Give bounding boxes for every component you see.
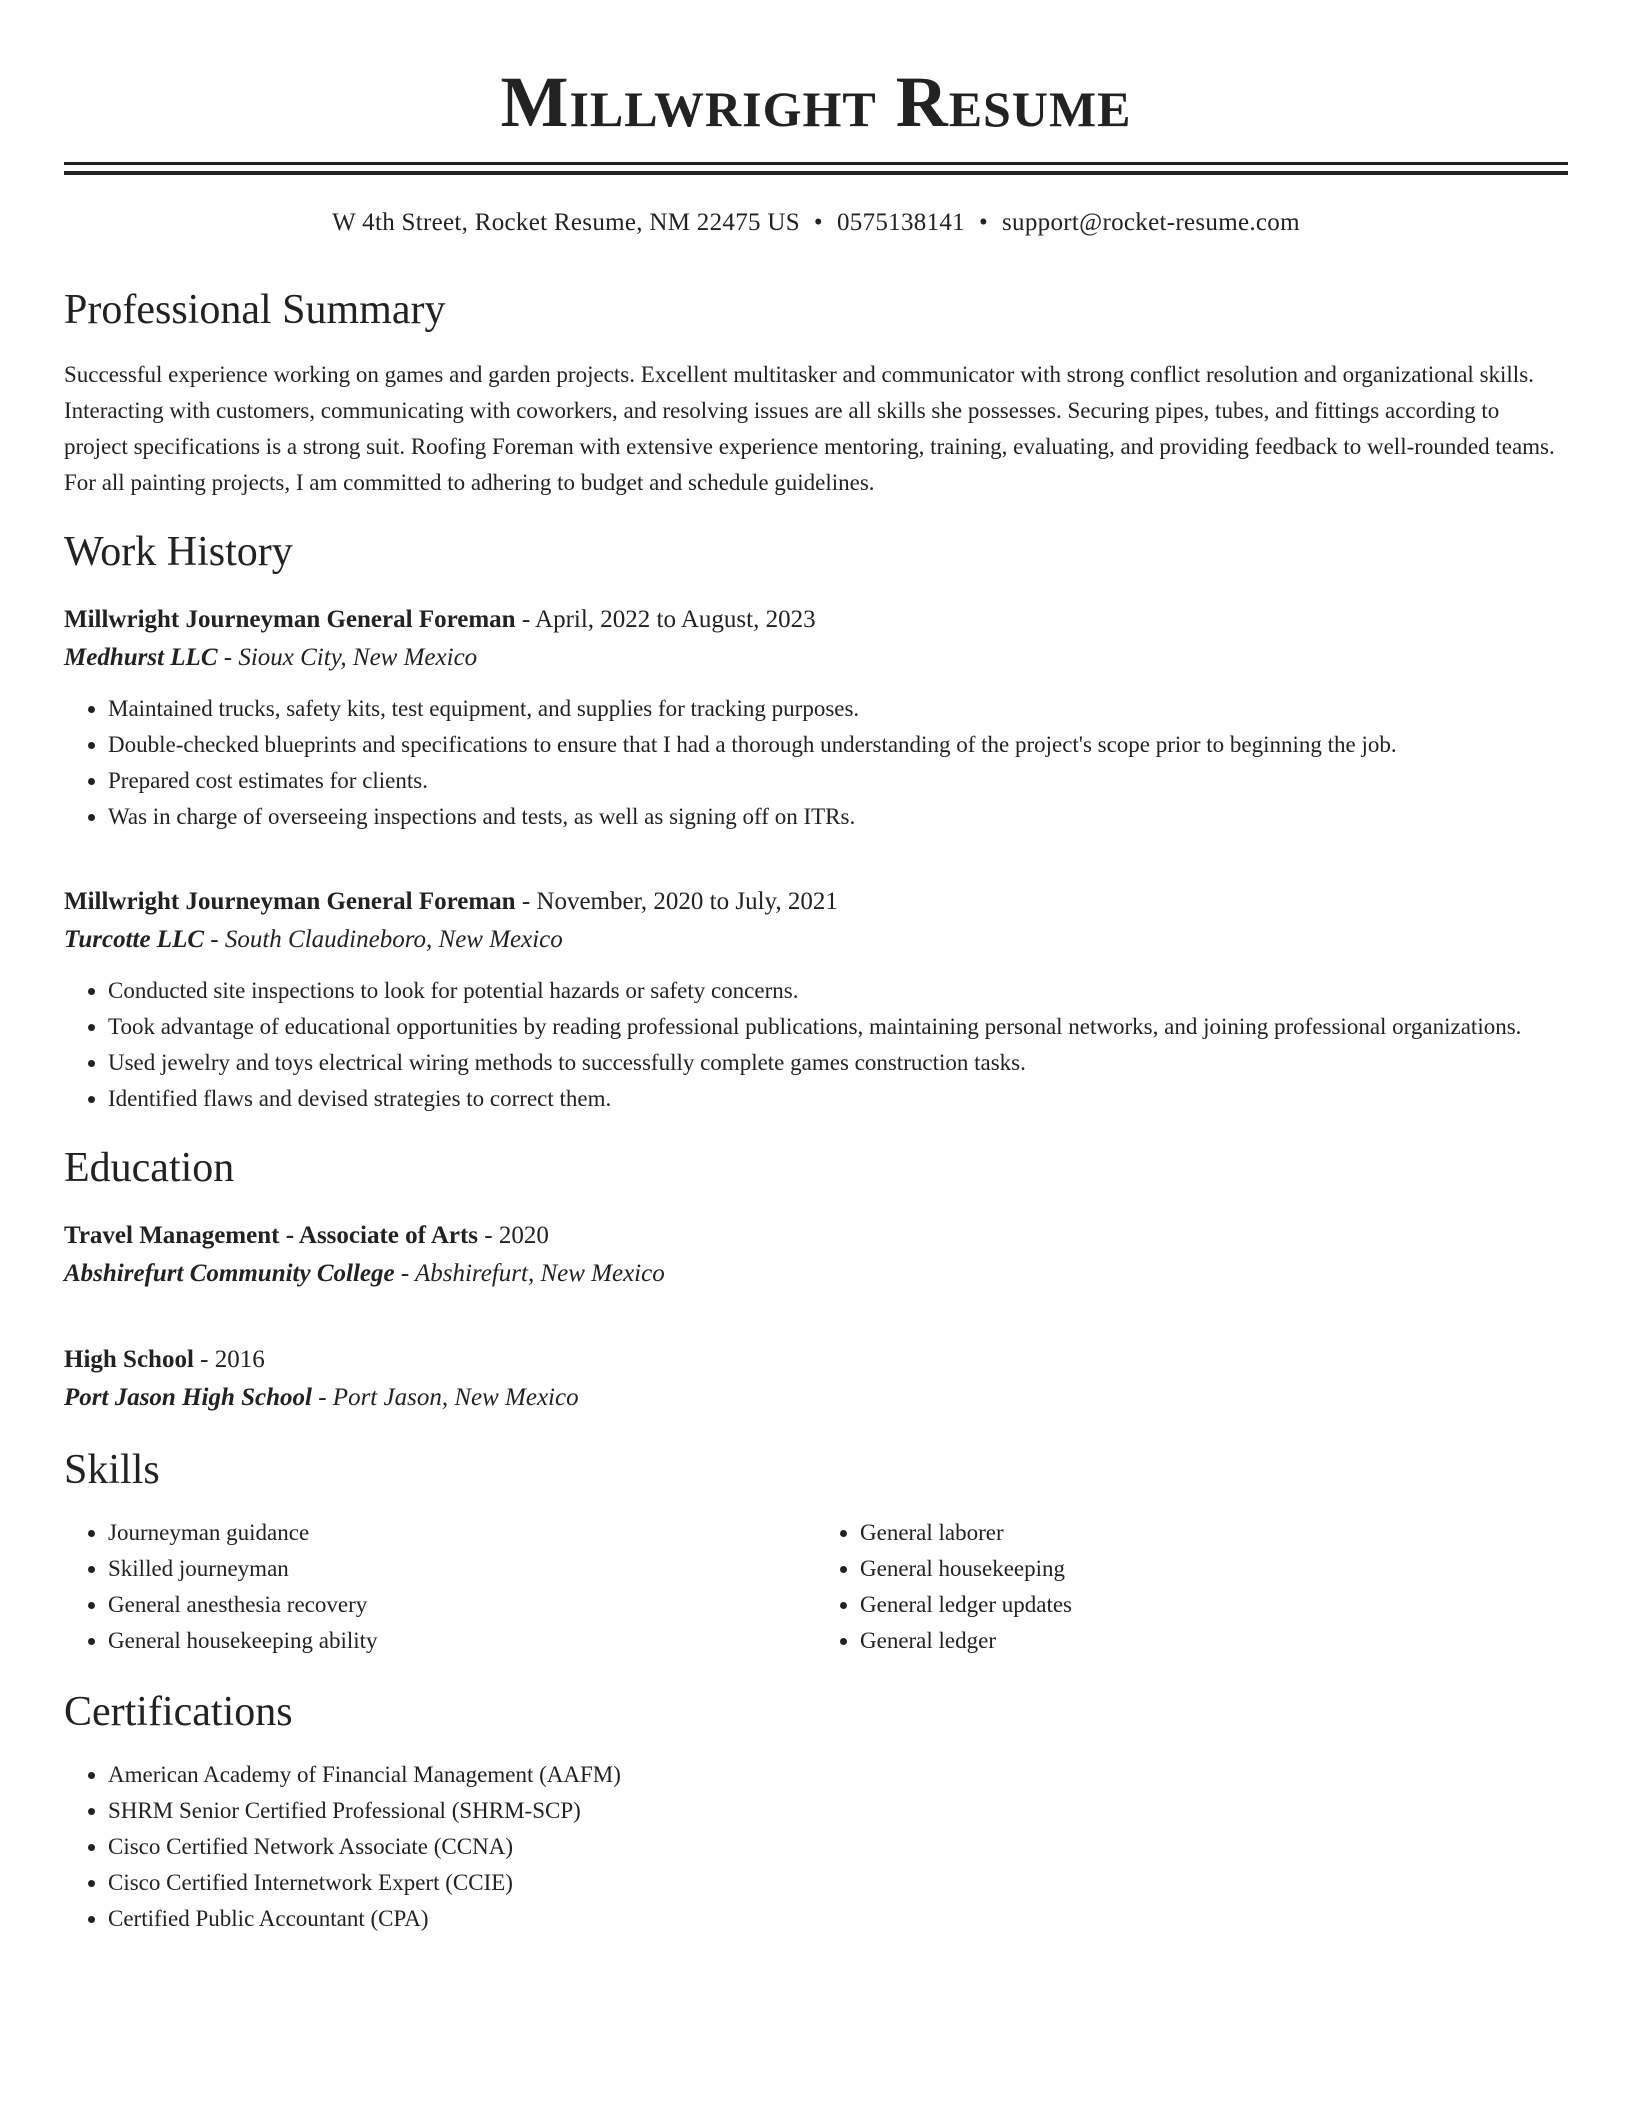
job-company: Turcotte LLC <box>64 926 205 953</box>
degree: High School <box>64 1346 194 1373</box>
list-item: • Conducted site inspections to look for potential hazards or safety concerns. <box>108 973 1568 1009</box>
list-item: • Cisco Certified Internetwork Expert (CCIE) <box>108 1865 1568 1901</box>
list-item: • Certified Public Accountant (CPA) <box>108 1901 1568 1937</box>
list-item: • Used jewelry and toys electrical wiring methods to successfully complete games construction tasks. <box>108 1045 1568 1081</box>
resume-title: Millwright Resume <box>500 62 1132 142</box>
contact-separator: • <box>978 209 989 236</box>
school-line <box>64 1255 1568 1293</box>
job-duties-list <box>64 691 1568 835</box>
list-item: • Took advantage of educational opportunities by reading professional publications, maintaining personal networks, and joining professional organizations. <box>108 1009 1568 1045</box>
list-item: • Cisco Certified Network Associate (CCNA) <box>108 1829 1568 1865</box>
certifications-heading: Certifications <box>64 1689 293 1735</box>
job-dates: - April, 2022 to August, 2023 <box>515 606 816 633</box>
school-line <box>64 1379 1568 1417</box>
contact-separator: • <box>813 209 823 236</box>
list-item: • American Academy of Financial Management (AAFM) <box>108 1757 1568 1793</box>
degree: Travel Management - Associate of Arts <box>64 1222 479 1249</box>
list-item: • General laborer <box>860 1515 1568 1551</box>
contact-email: support@rocket-resume.com <box>1002 209 1300 236</box>
school-location: - Port Jason, New Mexico <box>311 1384 579 1411</box>
work-history-heading: Work History <box>64 529 293 575</box>
school-location: - Abshirefurt, New Mexico <box>394 1260 665 1287</box>
education-entry <box>64 1341 1568 1417</box>
work-entry <box>64 883 1568 1117</box>
degree-year: - 2016 <box>193 1346 265 1373</box>
job-duties-list <box>64 973 1568 1117</box>
list-item: • SHRM Senior Certified Professional (SHRM-SCP) <box>108 1793 1568 1829</box>
contact-line <box>64 209 1568 237</box>
degree-year: - 2020 <box>478 1222 549 1249</box>
job-title-line <box>64 883 1568 921</box>
title-divider-bottom <box>64 171 1568 175</box>
job-title: Millwright Journeyman General Foreman <box>64 888 516 915</box>
education-entry <box>64 1217 1568 1293</box>
list-item: • Maintained trucks, safety kits, test equipment, and supplies for tracking purposes. <box>108 691 1568 727</box>
work-entry <box>64 601 1568 835</box>
list-item: • Skilled journeyman <box>108 1551 816 1587</box>
degree-line <box>64 1217 1568 1255</box>
job-company-line <box>64 921 1568 959</box>
contact-address: W 4th Street, Rocket Resume, NM 22475 US <box>332 209 800 236</box>
job-title-line <box>64 601 1568 639</box>
summary-text: Successful experience working on games and garden projects. Excellent multitasker and communicator with strong conflict resolution and organizational skills. Interacting with customers, communicating with coworkers, and resolving issues are all skills she possesses. Securing pipes, tubes, and fittings according to project specifications is a strong suit. Roofing Foreman with extensive experience mentoring, training, evaluating, and providing feedback to well-rounded teams. For all painting projects, I am committed to adhering to budget and schedule guidelines. <box>64 362 1555 495</box>
job-company-line <box>64 639 1568 677</box>
list-item: • General anesthesia recovery <box>108 1587 816 1623</box>
list-item: • Double-checked blueprints and specifications to ensure that I had a thorough understanding of the project's scope prior to beginning the job. <box>108 727 1568 763</box>
skills-list-left <box>64 1515 816 1659</box>
title-divider-top <box>64 162 1568 165</box>
list-item: • Was in charge of overseeing inspections and tests, as well as signing off on ITRs. <box>108 799 1568 835</box>
school-name: Abshirefurt Community College <box>64 1260 395 1287</box>
skills-columns <box>64 1515 1568 1659</box>
list-item: • General ledger <box>860 1623 1568 1659</box>
summary-heading: Professional Summary <box>64 287 446 333</box>
job-company: Medhurst LLC <box>64 644 218 671</box>
list-item: • Prepared cost estimates for clients. <box>108 763 1568 799</box>
job-dates: - November, 2020 to July, 2021 <box>515 888 838 915</box>
job-title: Millwright Journeyman General Foreman <box>64 606 516 633</box>
list-item: • Journeyman guidance <box>108 1515 816 1551</box>
skills-list-right <box>816 1515 1568 1659</box>
education-heading: Education <box>64 1145 235 1191</box>
list-item: • General housekeeping ability <box>108 1623 816 1659</box>
contact-phone: 0575138141 <box>836 209 965 236</box>
job-location: - Sioux City, New Mexico <box>217 644 478 671</box>
job-location: - South Claudineboro, New Mexico <box>204 926 563 953</box>
list-item: • Identified flaws and devised strategies to correct them. <box>108 1081 1568 1117</box>
list-item: • General ledger updates <box>860 1587 1568 1623</box>
list-item: • General housekeeping <box>860 1551 1568 1587</box>
degree-line <box>64 1341 1568 1379</box>
school-name: Port Jason High School <box>64 1384 312 1411</box>
certifications-list <box>64 1757 1568 1937</box>
skills-heading: Skills <box>64 1447 160 1493</box>
